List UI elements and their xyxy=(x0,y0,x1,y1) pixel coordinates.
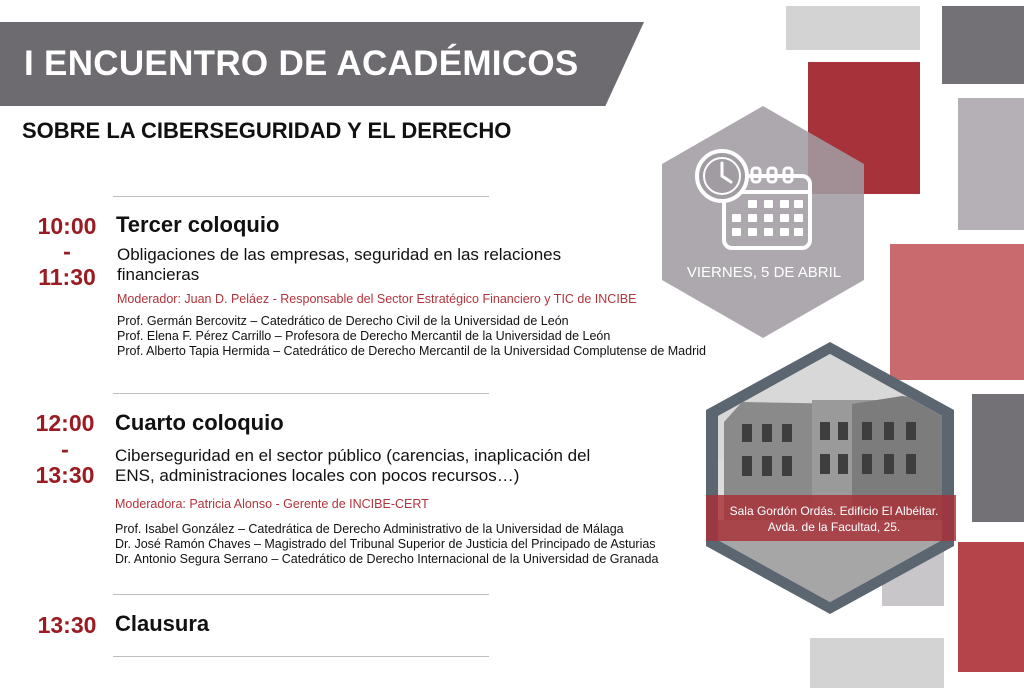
clock-calendar-icon xyxy=(694,148,818,252)
event-date: VIERNES, 5 DE ABRIL xyxy=(686,264,842,281)
session-end-time: 13:30 xyxy=(35,462,95,488)
divider xyxy=(113,196,489,197)
deco-block-midgray xyxy=(958,98,1024,230)
session-end-time: 11:30 xyxy=(38,264,96,290)
speaker-list xyxy=(115,522,715,567)
session-title: Tercer coloquio xyxy=(116,212,280,237)
speaker: Prof. Germán Bercovitz – Catedrático de Derecho Civil de la Universidad de León xyxy=(117,314,569,328)
page-title: I ENCUENTRO DE ACADÉMICOS xyxy=(24,44,579,83)
divider xyxy=(113,594,489,595)
time-separator: - xyxy=(61,436,69,462)
deco-block-lightgray-top xyxy=(786,6,920,50)
speaker: Prof. Isabel González – Catedrática de Derecho Administrativo de la Universidad de Málaga xyxy=(115,522,624,536)
page-subtitle: SOBRE LA CIBERSEGURIDAD Y EL DERECHO xyxy=(22,118,512,143)
building-photo xyxy=(702,340,958,616)
speaker: Dr. José Ramón Chaves – Magistrado del Tribunal Superior de Justicia del Principado de Asturias xyxy=(115,537,656,551)
venue-line-2: Avda. de la Facultad, 25. xyxy=(767,520,901,534)
deco-block-darkgray-top xyxy=(942,6,1024,84)
session-start-time: 12:00 xyxy=(35,410,95,436)
divider xyxy=(113,393,489,394)
session-moderator: Moderadora: Patricia Alonso - Gerente de INCIBE-CERT xyxy=(115,497,429,511)
session-start-time: 10:00 xyxy=(37,213,97,239)
session-moderator: Moderador: Juan D. Peláez - Responsable del Sector Estratégico Financiero y TIC de INCIBE xyxy=(117,292,637,306)
speaker: Dr. Antonio Segura Serrano – Catedrático de Derecho Internacional de la Universidad de Granada xyxy=(115,552,659,566)
speaker: Prof. Alberto Tapia Hermida – Catedrático de Derecho Mercantil de la Universidad Complutense de Madrid xyxy=(117,344,706,358)
venue-line-1: Sala Gordón Ordás. Edificio El Albéitar. xyxy=(729,504,939,518)
speaker-list xyxy=(117,314,717,359)
session-title: Cuarto coloquio xyxy=(115,410,284,435)
session-topic: Obligaciones de las empresas, seguridad en las relaciones financieras xyxy=(117,245,562,284)
session-start-time: 13:30 xyxy=(37,612,97,638)
session-title: Clausura xyxy=(115,611,210,636)
deco-block-red-bottom xyxy=(958,542,1024,672)
deco-block-lightgray-bottom xyxy=(810,638,944,688)
time-separator: - xyxy=(63,238,71,264)
speaker: Prof. Elena F. Pérez Carrillo – Profesora de Derecho Mercantil de la Universidad de León xyxy=(117,329,611,343)
divider xyxy=(113,656,489,657)
venue-address xyxy=(712,503,956,535)
session-topic: Ciberseguridad en el sector público (carencias, inaplicación del ENS, administraciones locales con pocos recursos…) xyxy=(115,446,591,485)
deco-block-darkgray-mid xyxy=(972,394,1024,522)
